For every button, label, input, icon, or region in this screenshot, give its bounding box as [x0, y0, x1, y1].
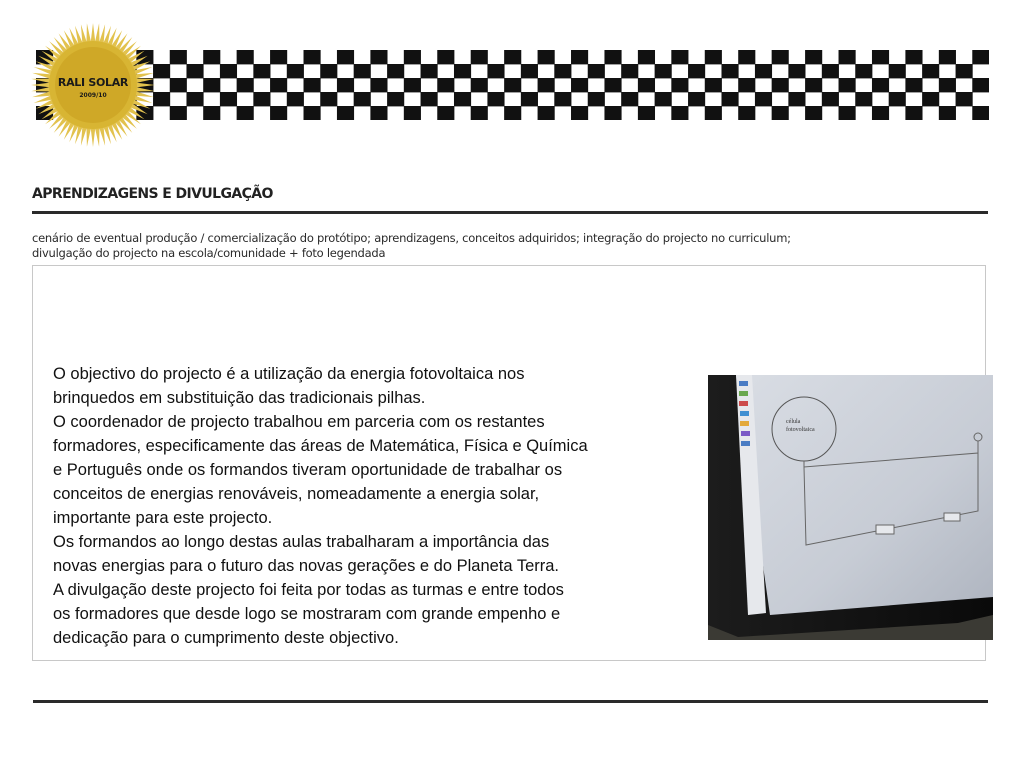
section-subtitle: [32, 231, 932, 261]
photo-label-line2: fotovoltaica: [786, 427, 815, 433]
body-line: O objectivo do projecto é a utilização da energia fotovoltaica nos: [53, 365, 525, 383]
photo-label-line1: célula: [786, 419, 801, 425]
monitor-photo-illustration: [708, 375, 993, 640]
body-line: dedicação para o cumprimento deste objectivo.: [53, 629, 399, 647]
body-line: Os formandos ao longo destas aulas trabalharam a importância das: [53, 533, 550, 551]
body-line: formadores, especificamente das áreas de Matemática, Física e Química: [53, 437, 588, 455]
rali-solar-logo: [30, 22, 156, 148]
body-line: novas energias para o futuro das novas gerações e do Planeta Terra.: [53, 557, 560, 575]
logo-title: RALI SOLAR: [57, 76, 129, 89]
body-line: os formadores que desde logo se mostraram com grande empenho e: [53, 605, 561, 623]
subtitle-line: cenário de eventual produção / comercialização do protótipo; aprendizagens, conceitos adquiridos; integração do projecto no curriculum;: [32, 231, 791, 245]
checkered-flag-pattern: [36, 50, 989, 120]
body-text: [53, 362, 713, 650]
body-line: importante para este projecto.: [53, 509, 273, 527]
body-line: brinquedos em substituição das tradicionais pilhas.: [53, 389, 426, 407]
title-divider: [32, 211, 988, 214]
section-title: APRENDIZAGENS E DIVULGAÇÃO: [32, 186, 273, 202]
body-line: A divulgação deste projecto foi feita por todas as turmas e entre todos: [53, 581, 564, 599]
logo-year: 2009/10: [79, 92, 107, 99]
circuit-photo: [708, 375, 993, 640]
body-line: conceitos de energias renováveis, nomeadamente a energia solar,: [53, 485, 540, 503]
subtitle-line: divulgação do projecto na escola/comunidade + foto legendada: [32, 246, 386, 260]
body-line: O coordenador de projecto trabalhou em parceria com os restantes: [53, 413, 545, 431]
banner: [0, 0, 1024, 160]
body-line: e Português onde os formandos tiveram oportunidade de trabalhar os: [53, 461, 563, 479]
footer-divider: [33, 700, 988, 703]
